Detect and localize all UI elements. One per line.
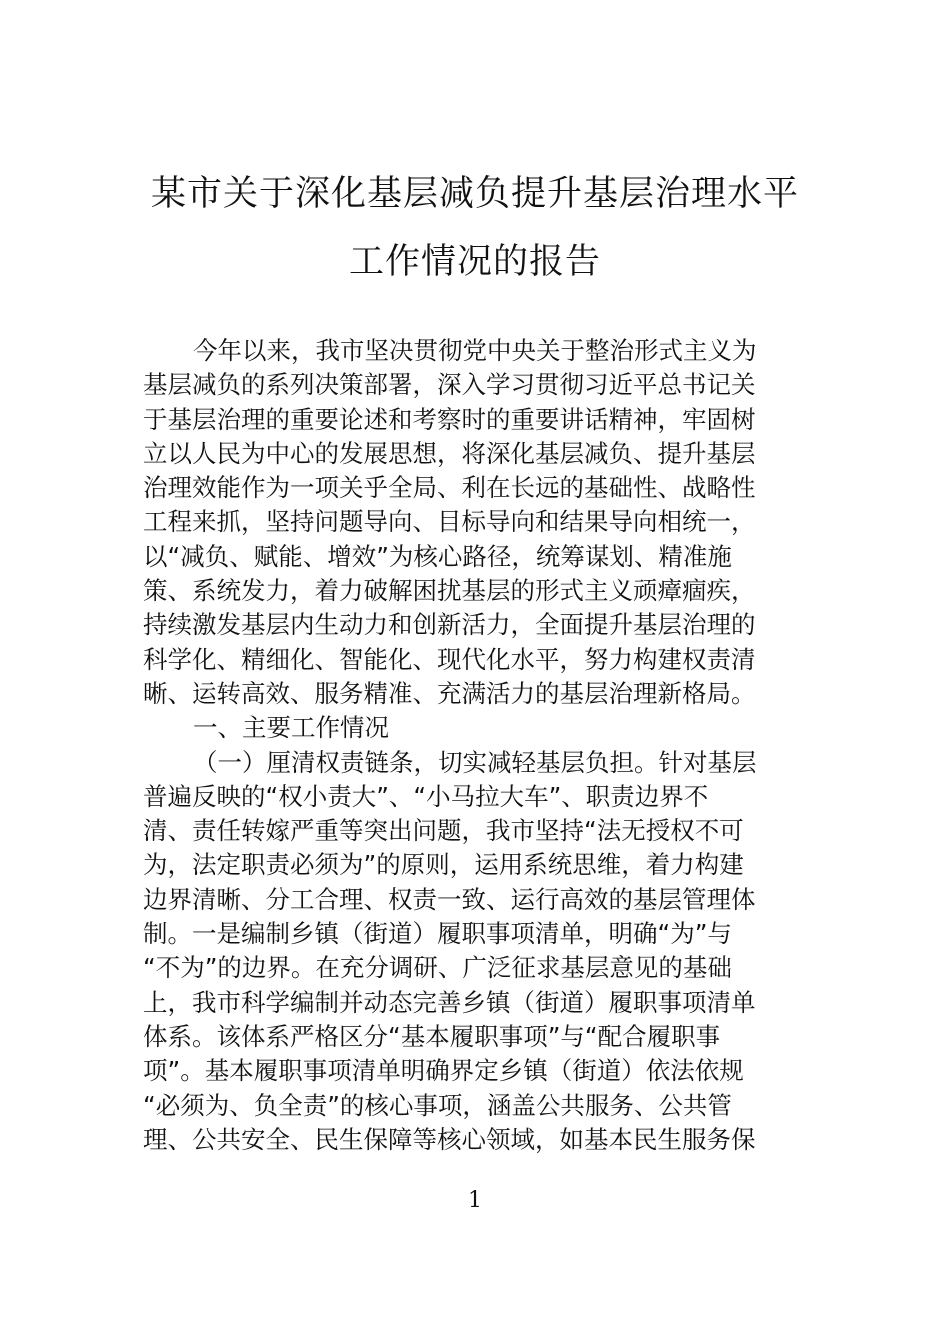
paragraph-1-line: 治理效能作为一项关乎全局、利在长远的基础性、战略性 — [143, 473, 756, 503]
paragraph-2-line: “不为”的边界。在充分调研、广泛征求基层意见的基础 — [143, 953, 732, 983]
page-number: 1 — [468, 1188, 482, 1213]
section-heading: 一、主要工作情况 — [193, 713, 389, 743]
paragraph-2-line: 上，我市科学编制并动态完善乡镇（街道）履职事项清单 — [143, 987, 756, 1017]
paragraph-2-line: （一）厘清权责链条，切实减轻基层负担。针对基层 — [193, 747, 757, 777]
paragraph-1-line: 晰、运转高效、服务精准、充满活力的基层治理新格局。 — [143, 678, 756, 708]
paragraph-2-line: 项”。基本履职事项清单明确界定乡镇（街道）依法依规 — [143, 1056, 744, 1086]
paragraph-1-line: 科学化、精细化、智能化、现代化水平，努力构建权责清 — [143, 644, 756, 674]
paragraph-2-line: “必须为、负全责”的核心事项，涵盖公共服务、公共管 — [143, 1090, 732, 1120]
paragraph-1-line: 于基层治理的重要论述和考察时的重要讲话精神，牢固树 — [143, 404, 756, 434]
paragraph-1-line: 立以人民为中心的发展思想，将深化基层减负、提升基层 — [143, 438, 756, 468]
document-body — [143, 334, 807, 1157]
paragraph-2-line: 体系。该体系严格区分“基本履职事项”与“配合履职事 — [143, 1021, 721, 1051]
paragraph-1-line: 以“减负、赋能、增效”为核心路径，统筹谋划、精准施 — [143, 541, 732, 571]
paragraph-1-line: 持续激发基层内生动力和创新活力，全面提升基层治理的 — [143, 610, 756, 640]
paragraph-1-line: 工程来抓，坚持问题导向、目标导向和结果导向相统一， — [143, 507, 756, 537]
paragraph-1-line: 策、系统发力，着力破解困扰基层的形式主义顽瘴痼疾， — [143, 576, 756, 606]
paragraph-2-line: 边界清晰、分工合理、权责一致、运行高效的基层管理体 — [143, 884, 756, 914]
paragraph-1-line: 基层减负的系列决策部署，深入学习贯彻习近平总书记关 — [143, 370, 756, 400]
paragraph-2-line: 制。一是编制乡镇（街道）履职事项清单，明确“为”与 — [143, 919, 732, 949]
document-title-line-1: 某市关于深化基层减负提升基层治理水平 — [150, 174, 799, 214]
paragraph-1-line: 今年以来，我市坚决贯彻党中央关于整治形式主义为 — [193, 336, 757, 365]
paragraph-2-line: 为，法定职责必须为”的原则，运用系统思维，着力构建 — [143, 850, 744, 880]
document-title-line-2: 工作情况的报告 — [348, 242, 601, 282]
paragraph-2-line: 清、责任转嫁严重等突出问题，我市坚持“法无授权不可 — [143, 816, 744, 846]
paragraph-2-line: 普遍反映的“权小责大”、“小马拉大车”、职责边界不 — [143, 781, 709, 811]
paragraph-2-line: 理、公共安全、民生保障等核心领域，如基本民生服务保 — [143, 1124, 756, 1154]
